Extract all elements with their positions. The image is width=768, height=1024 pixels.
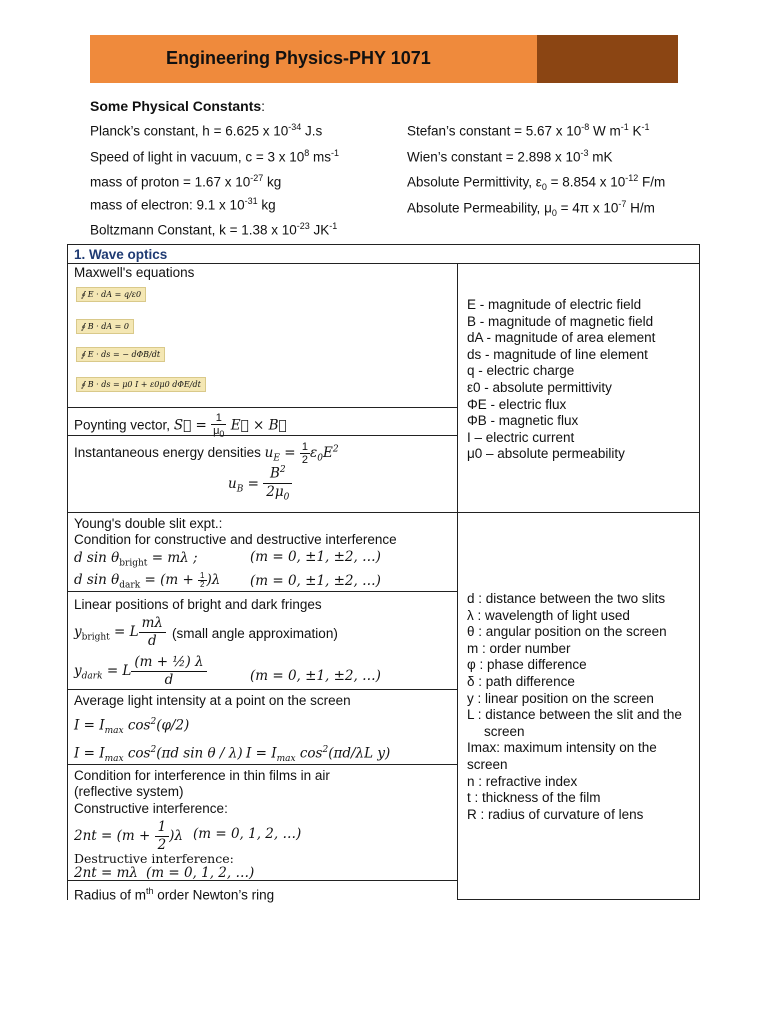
reflective-note: (reflective system) — [74, 784, 184, 799]
const-planck: Planck’s constant, h = 6.625 x $10^{-34}$ J.s — [90, 122, 323, 139]
small-angle-note: (small angle approximation) — [172, 626, 338, 641]
legend-optics — [467, 591, 693, 823]
legend-electromagnetism — [467, 297, 655, 463]
legend-item: t : thickness of the film — [467, 790, 601, 806]
legend-item: θ : angular position on the screen — [467, 624, 667, 640]
dark-fringe-m-range: (m = 0, ±1, ±2, …) — [250, 668, 381, 684]
const-permittivity: Absolute Permittivity, $\varepsilon_0 = 8.854$ x $10^{-12}$ F/m — [407, 173, 666, 193]
legend-item: ΦB - magnetic flux — [467, 413, 579, 429]
young-condition: Condition for constructive and destructive interference — [74, 532, 397, 547]
legend-item: μ0 – absolute permeability — [467, 446, 625, 462]
maxwell-label: Maxwell's equations — [74, 265, 195, 280]
banner-accent — [537, 35, 678, 83]
destructive-m-range: (m = 0, 1, 2, …) — [146, 865, 255, 881]
legend-item: ε0 - absolute permittivity — [467, 379, 612, 395]
legend-item: d : distance between the two slits — [467, 591, 666, 606]
legend-item: R : radius of curvature of lens — [467, 806, 644, 822]
legend-item: screen — [484, 723, 525, 739]
legend-item: L : distance between the slit and the — [467, 707, 682, 723]
const-boltzmann: Boltzmann Constant, k = 1.38 x $10^{-23}$ $JK^{-1}$ — [90, 221, 338, 238]
maxwell-eq-ampere: ∮ B · ds = μ0 I + ε0μ0 dΦE/dt — [76, 377, 206, 392]
legend-item: Imax: maximum intensity on the — [467, 740, 657, 756]
legend-item: B - magnitude of magnetic field — [467, 313, 654, 329]
legend-item: y : linear position on the screen — [467, 690, 654, 706]
bright-m-range: (m = 0, ±1, ±2, …) — [250, 549, 381, 565]
header-banner — [90, 35, 678, 83]
constructive-eq: 2nt = (m + $\frac{1}{2}$ )λ — [74, 819, 183, 853]
legend-item: dA - magnitude of area element — [467, 330, 656, 346]
newton-ring-label: Radius of $m^{th}$ order Newton’s ring — [74, 886, 275, 903]
legend-item: m : order number — [467, 640, 571, 656]
destructive-label: Destructive interference: — [74, 851, 234, 866]
legend-item: ds - magnitude of line element — [467, 346, 648, 362]
fringes-label: Linear positions of bright and dark fringes — [74, 597, 322, 612]
maxwell-eq-gauss: ∮ E · dA = q/ε0 — [76, 287, 146, 302]
maxwell-eq-faraday: ∮ E · ds = − dΦB/dt — [76, 347, 165, 362]
legend-item: ΦE - electric flux — [467, 396, 567, 412]
const-wien: Wien’s constant = 2.898 x $10^{-3}$ mK — [407, 148, 613, 165]
const-stefan: Stefan’s constant = 5.67 x $10^{-8}$ W $m^{-1}$ $K^{-1}$ — [407, 122, 650, 139]
intensity-eq-angle: $I = I_{max}$ $\cos^2(\pi d$ sin θ / λ) — [74, 745, 243, 765]
poynting-row: Poynting vector, S⃗ = $\frac{1}{\mu_0}$ E⃗ × B⃗ — [74, 412, 287, 440]
constructive-label: Constructive interference: — [74, 801, 228, 816]
legend-item: n : refractive index — [467, 773, 578, 789]
young-label: Young's double slit expt.: — [74, 516, 223, 531]
const-proton-mass: mass of proton = 1.67 x $10^{-27}$ kg — [90, 173, 282, 190]
intensity-label: Average light intensity at a point on the screen — [74, 693, 351, 708]
bright-condition: d $\sin \theta_{bright} = m\lambda$ ; — [74, 550, 198, 569]
const-speed-of-light: Speed of light in vacuum, c = 3 x $10^8$ $ms^{-1}$ — [90, 148, 340, 165]
constructive-m-range: (m = 0, 1, 2, …) — [193, 826, 302, 842]
constants-heading: Some Physical Constants: — [90, 98, 266, 114]
const-electron-mass: mass of electron: 9.1 x $10^{-31}$ kg — [90, 196, 276, 213]
magnetic-energy-density: $u_B$ = $\frac{B^2}{2\mu_0}$ — [228, 462, 292, 506]
legend-item: δ : path difference — [467, 673, 575, 689]
energy-density-row: Instantaneous energy densities $u_E$ = $\frac{1}{2}$ $\varepsilon_0E^2$ — [74, 441, 339, 466]
thin-film-label: Condition for interference in thin films in air — [74, 768, 330, 783]
dark-fringe-eq: $y_{dark} = L$ $\frac{\text{(m + ½) λ}}{d}$ — [74, 654, 207, 689]
destructive-eq: 2nt = mλ — [74, 865, 138, 881]
dark-m-range: (m = 0, ±1, ±2, …) — [250, 573, 381, 589]
dark-condition: d $\sin \theta_{dark} = (m$ + $\frac{1}{2}$ )λ — [74, 570, 221, 591]
legend-item: screen — [467, 756, 508, 772]
intensity-eq-position: $I = I_{max}$ $\cos^2(\pi d/\lambda L$ y) — [246, 745, 391, 765]
intensity-eq-phase: $I = I_{max}$ $\cos^2(\varphi/2)$ — [74, 717, 190, 737]
maxwell-eq-magnetic-gauss: ∮ B · dA = 0 — [76, 319, 134, 334]
legend-item: λ : wavelength of light used — [467, 607, 630, 623]
bright-fringe-eq: $y_{bright} = L$ $\frac{m\lambda}{d}$ — [74, 615, 166, 650]
const-permeability: Absolute Permeability, $\mu_0 = 4\pi$ x $10^{-7}$ H/m — [407, 199, 655, 219]
page-title: Engineering Physics-PHY 1071 — [166, 48, 431, 68]
section-title: 1. Wave optics — [74, 247, 168, 262]
legend-item: φ : phase difference — [467, 657, 587, 673]
legend-item: E - magnitude of electric field — [467, 297, 642, 312]
legend-item: I – electric current — [467, 429, 575, 445]
legend-item: q - electric charge — [467, 363, 575, 379]
